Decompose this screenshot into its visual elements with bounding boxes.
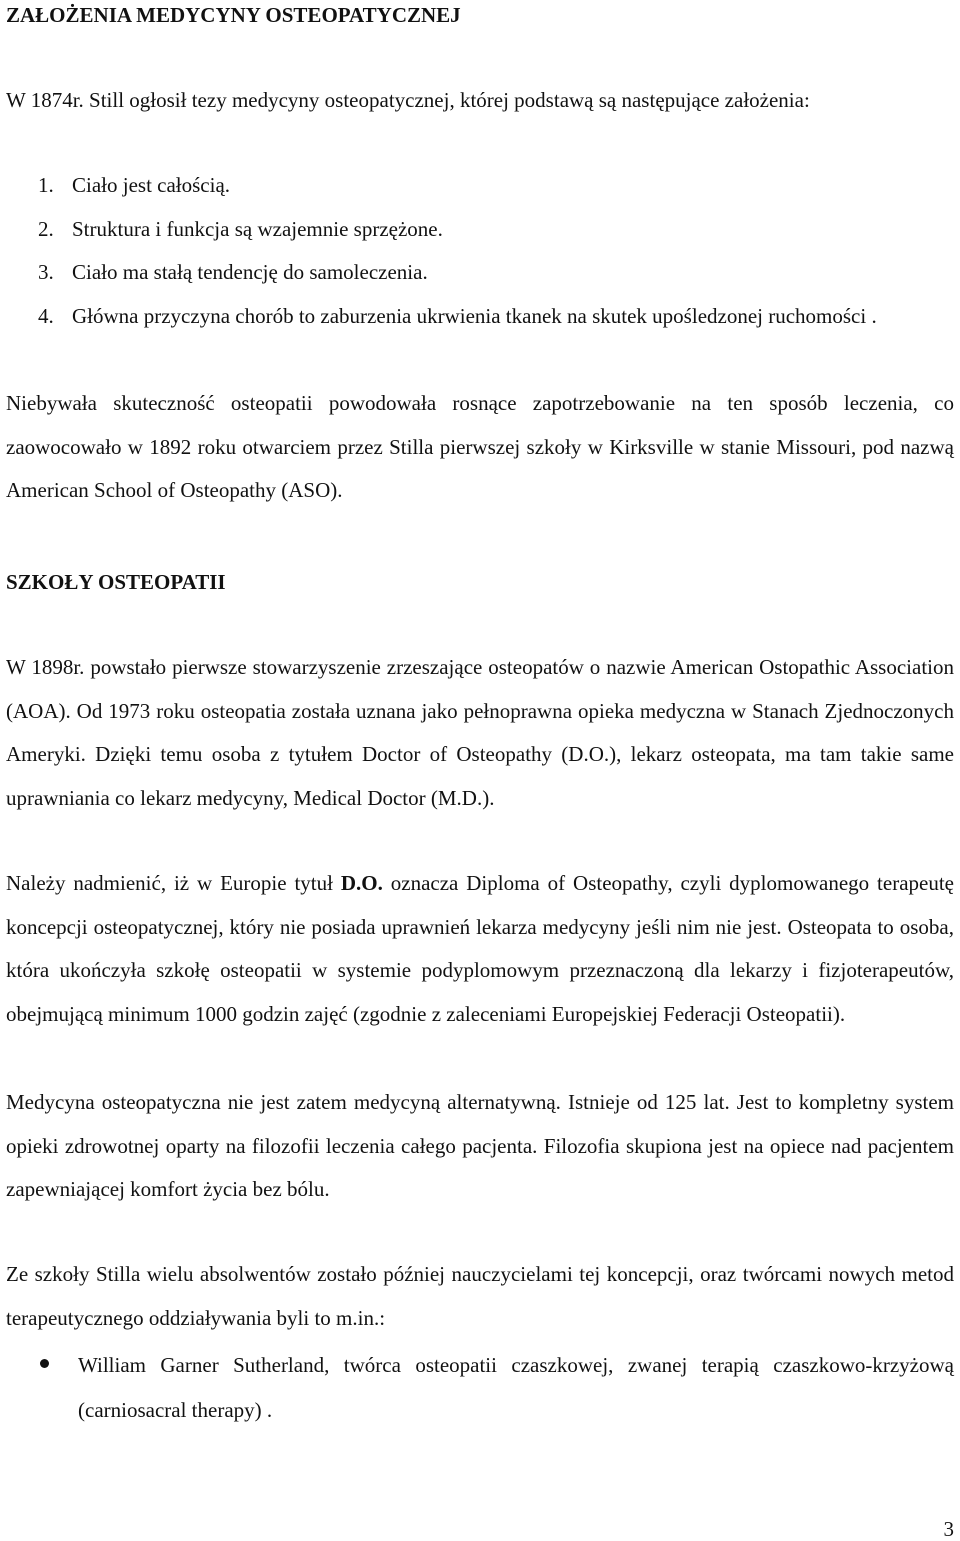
list-item-text: William Garner Sutherland, twórca osteopatii czaszkowej, zwanej terapią czaszkowo-krzyżową (carniosacral therapy) .: [78, 1353, 954, 1422]
alternative-paragraph: Medycyna osteopatyczna nie jest zatem medycyną alternatywną. Istnieje od 125 lat. Jest to kompletny system opieki zdrowotnej oparty na filozofii leczenia całego pacjenta. Filozofia skupiona jest na opiece nad pacjentem zapewniającej komfort życia bez bólu.: [6, 1090, 954, 1201]
aoa-paragraph: W 1898r. powstało pierwsze stowarzyszenie zrzeszające osteopatów o nazwie American Ostopathic Association (AOA). Od 1973 roku osteopatia została uznana jako pełnoprawna opieka medyczna w Stanach Zjednoczonych Ameryki. Dzięki temu osoba z tytułem Doctor of Osteopathy (D.O.), lekarz osteopata, ma tam takie same uprawniania co lekarz medycyny, Medical Doctor (M.D.).: [6, 655, 954, 810]
do-text-before: Należy nadmienić, iż w Europie tytuł: [6, 871, 341, 895]
list-item: [0, 208, 954, 252]
list-item: [0, 251, 954, 295]
do-text-after: oznacza Diploma of Osteopathy, czyli dyplomowanego terapeutę koncepcji osteopatycznej, który nie posiada uprawnień lekarza medycyny jeśli nim nie jest. Osteopata to osoba, która ukończyła szkołę osteopatii w systemie podyplomowym przeznaczoną dla lekarzy i fizjoterapeutów, obejmującą minimum 1000 godzin zajęć (zgodnie z zaleceniami Europejskiej Federacji Osteopatii).: [6, 871, 954, 1026]
schools-heading: SZKOŁY OSTEOPATII: [6, 570, 226, 594]
list-item-text: Ciało ma stałą tendencję do samoleczenia.: [72, 260, 428, 284]
page-number: 3: [943, 1517, 954, 1541]
founders-list: [0, 1343, 954, 1432]
students-paragraph: Ze szkoły Stilla wielu absolwentów zostało później nauczycielami tej koncepcji, oraz twórcami nowych metod terapeutycznego oddziaływania byli to m.in.:: [6, 1262, 954, 1330]
list-item-text: Struktura i funkcja są wzajemnie sprzężone.: [72, 216, 443, 241]
list-item-text: Główna przyczyna chorób to zaburzenia ukrwienia tkanek na skutek upośledzonej ruchomości .: [72, 303, 877, 328]
intro-paragraph: W 1874r. Still ogłosił tezy medycyny osteopatycznej, której podstawą są następujące założenia:: [6, 88, 810, 112]
list-item-number: 3.: [38, 260, 54, 284]
do-title-bold: D.O.: [340, 871, 383, 895]
list-item-number: 2.: [38, 216, 54, 241]
list-item: [0, 1343, 954, 1432]
assumptions-list: [0, 164, 954, 338]
list-item: [0, 295, 954, 339]
document-title: ZAŁOŻENIA MEDYCYNY OSTEOPATYCZNEJ: [6, 3, 461, 27]
list-item-number: 4.: [38, 303, 54, 328]
do-paragraph: [6, 862, 954, 1036]
aso-paragraph: Niebywała skuteczność osteopatii powodowała rosnące zapotrzebowanie na ten sposób leczenia, co zaowocowało w 1892 roku otwarciem przez Stilla pierwszej szkoły w Kirksville w stanie Missouri, pod nazwą American School of Osteopathy (ASO).: [6, 391, 954, 502]
list-item-number: 1.: [38, 173, 54, 197]
list-item: [0, 164, 954, 208]
bullet-icon: [40, 1359, 49, 1368]
list-item-text: Ciało jest całością.: [72, 173, 231, 197]
